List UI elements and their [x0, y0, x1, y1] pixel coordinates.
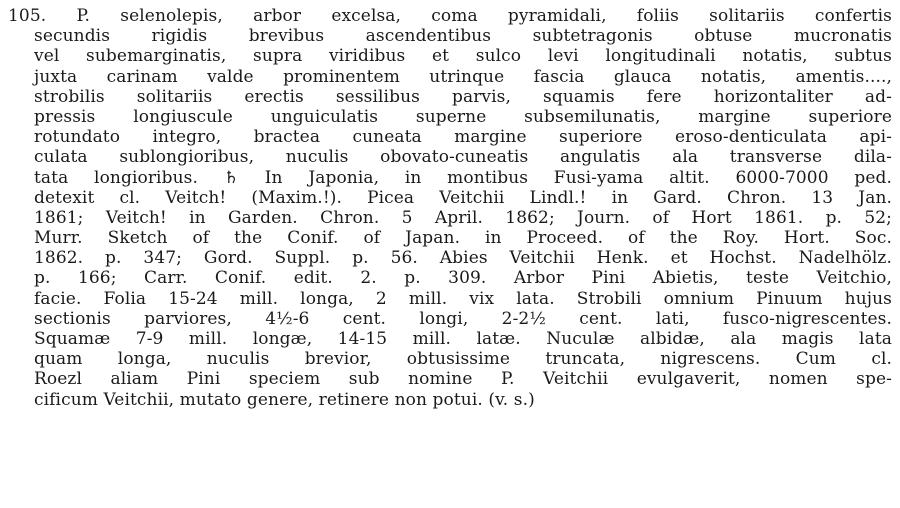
- text-line: secundis rigidis brevibus ascendentibus subtetragonis obtuse mucronatis: [34, 26, 892, 47]
- text-line: juxta carinam valde prominentem utrinque fascia glauca notatis, amentis....,: [34, 66, 892, 87]
- text-line: 105. P. selenolepis, arbor excelsa, coma pyramidali, foliis solitariis confertis: [8, 6, 892, 26]
- text-line: vel subemarginatis, supra viridibus et sulco levi longitudinali notatis, subtus: [34, 46, 892, 67]
- text-line: strobilis solitariis erectis sessilibus parvis, squamis fere horizontaliter ad-: [34, 86, 892, 107]
- text-line: detexit cl. Veitch! (Maxim.!). Picea Veitchii Lindl.! in Gard. Chron. 13 Jan.: [34, 187, 892, 208]
- text-line: rotundato integro, bractea cuneata margine superiore eroso-denticulata api-: [34, 127, 892, 148]
- species-entry-105: [8, 6, 892, 410]
- text-line: Squamæ 7-9 mill. longæ, 14-15 mill. latæ. Nuculæ albidæ, ala magis lata: [34, 329, 892, 349]
- text-line: sectionis parviores, 4½-6 cent. longi, 2-2½ cent. lati, fusco-nigrescentes.: [34, 308, 892, 329]
- text-line: tata longioribus. ♄ In Japonia, in montibus Fusi-yama altit. 6000-7000 ped.: [34, 167, 892, 188]
- text-line: 1862. p. 347; Gord. Suppl. p. 56. Abies Veitchii Henk. et Hochst. Nadelhölz.: [34, 248, 892, 269]
- text-line: pressis longiuscule unguiculatis superne subsemilunatis, margine superiore: [34, 106, 892, 127]
- text-line: facie. Folia 15-24 mill. longa, 2 mill. vix lata. Strobili omnium Pinuum hujus: [34, 288, 892, 309]
- text-line: 1861; Veitch! in Garden. Chron. 5 April. 1862; Journ. of Hort 1861. p. 52;: [34, 207, 892, 228]
- text-line: Murr. Sketch of the Conif. of Japan. in Proceed. of the Roy. Hort. Soc.: [34, 228, 892, 249]
- text-line: quam longa, nuculis brevior, obtusissime truncata, nigrescens. Cum cl.: [34, 349, 892, 370]
- text-line: culata sublongioribus, nuculis obovato-cuneatis angulatis ala transverse dila-: [34, 147, 892, 168]
- text-line: cificum Veitchii, mutato genere, retinere non potui. (v. s.): [34, 389, 535, 410]
- text-line: p. 166; Carr. Conif. edit. 2. p. 309. Arbor Pini Abietis, teste Veitchio,: [34, 268, 892, 289]
- text-line: Roezl aliam Pini speciem sub nomine P. Veitchii evulgaverit, nomen spe-: [34, 369, 892, 390]
